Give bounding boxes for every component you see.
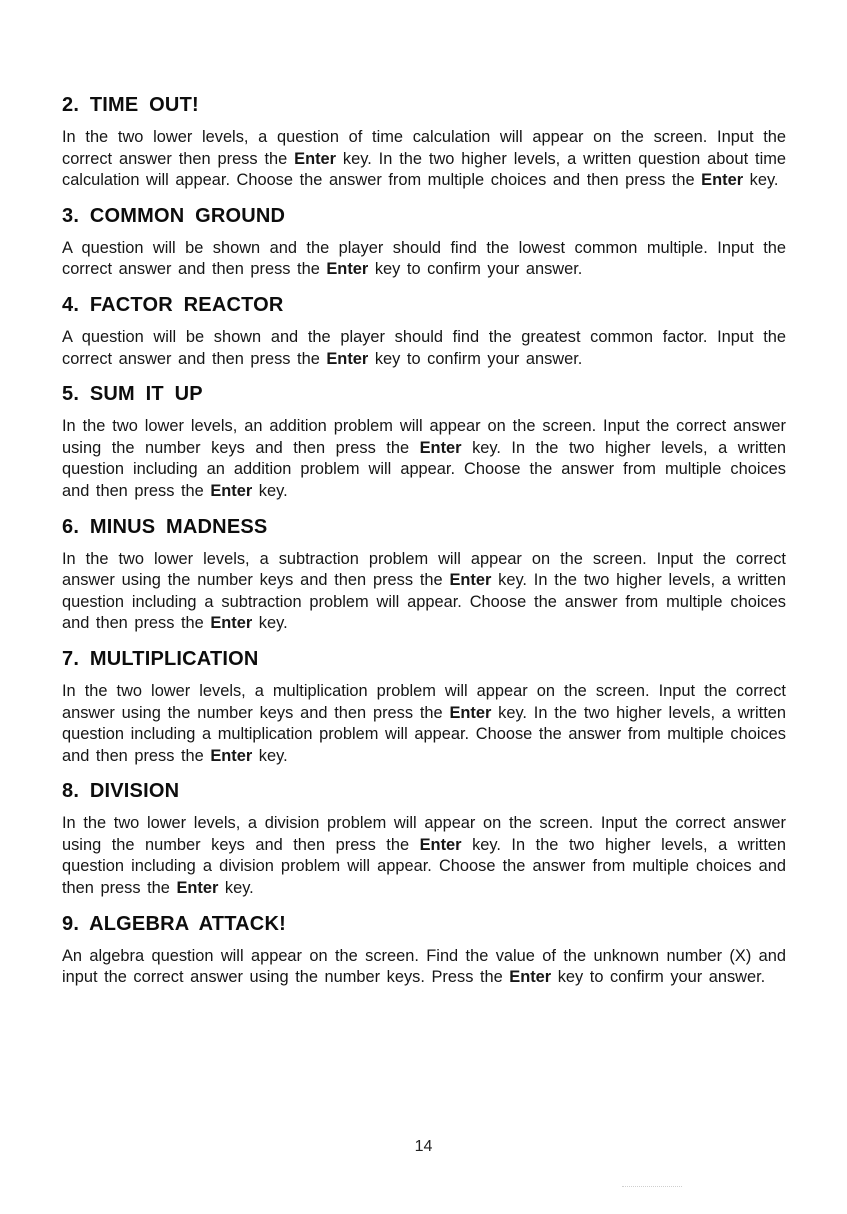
section-heading: 4. FACTOR REACTOR xyxy=(62,293,284,316)
section-paragraph: A question will be shown and the player should find the lowest common multiple. Input the correct answer and then press the Enter key to confirm your answer. xyxy=(62,238,786,279)
section-heading: 7. MULTIPLICATION xyxy=(62,647,259,670)
enter-key-label: Enter xyxy=(701,171,744,190)
section-sum-it-up xyxy=(62,381,786,502)
section-heading: 2. TIME OUT! xyxy=(62,94,199,116)
section-paragraph: A question will be shown and the player should find the greatest common factor. Input the correct answer and then press the Enter key to confirm your answer. xyxy=(62,327,786,368)
scan-artifact xyxy=(622,1186,682,1189)
section-heading: 6. MINUS MADNESS xyxy=(62,515,268,538)
enter-key-label: Enter xyxy=(176,879,219,898)
section-common-ground xyxy=(62,203,786,281)
section-paragraph: In the two lower levels, a multiplication problem will appear on the screen. Input the correct answer using the number keys and then press the Enter key. In the two higher levels, a written question including a multiplication problem will appear. Choose the answer from multiple choices and then press the Enter key. xyxy=(62,681,786,765)
enter-key-label: Enter xyxy=(449,571,492,590)
enter-key-label: Enter xyxy=(509,968,552,987)
section-minus-madness xyxy=(62,514,786,635)
enter-key-label: Enter xyxy=(326,349,369,368)
section-heading: 5. SUM IT UP xyxy=(62,383,203,406)
section-heading: 3. COMMON GROUND xyxy=(62,204,286,227)
section-heading: 9. ALGEBRA ATTACK! xyxy=(62,912,286,935)
section-algebra-attack xyxy=(62,911,786,989)
enter-key-label: Enter xyxy=(449,703,492,722)
page-number: 14 xyxy=(414,1138,433,1155)
section-paragraph: In the two lower levels, a question of time calculation will appear on the screen. Input the correct answer then press the Enter key. In the two higher levels, a written question about time calculation will appear. Choose the answer from multiple choices and then press the Enter key. xyxy=(62,128,786,190)
section-factor-reactor xyxy=(62,292,786,370)
section-division xyxy=(62,778,786,899)
enter-key-label: Enter xyxy=(294,149,337,168)
section-heading: 8. DIVISION xyxy=(62,780,180,803)
section-time-out xyxy=(62,92,786,192)
enter-key-label: Enter xyxy=(419,438,462,457)
manual-page xyxy=(62,92,786,1000)
section-multiplication xyxy=(62,646,786,767)
enter-key-label: Enter xyxy=(210,614,253,633)
enter-key-label: Enter xyxy=(210,746,253,765)
enter-key-label: Enter xyxy=(419,835,462,854)
section-paragraph: In the two lower levels, a subtraction problem will appear on the screen. Input the correct answer using the number keys and then press the Enter key. In the two higher levels, a written question including a subtraction problem will appear. Choose the answer from multiple choices and then press the Enter key. xyxy=(62,549,786,633)
section-paragraph: In the two lower levels, a division problem will appear on the screen. Input the correct answer using the number keys and then press the Enter key. In the two higher levels, a written question including a division problem will appear. Choose the answer from multiple choices and then press the Enter key. xyxy=(62,814,786,898)
section-paragraph: In the two lower levels, an addition problem will appear on the screen. Input the correct answer using the number keys and then press the Enter key. In the two higher levels, a written question including an addition problem will appear. Choose the answer from multiple choices and then press the Enter key. xyxy=(62,417,786,500)
enter-key-label: Enter xyxy=(326,260,369,279)
enter-key-label: Enter xyxy=(210,481,253,500)
section-paragraph: An algebra question will appear on the screen. Find the value of the unknown number (X) and input the correct answer using the number keys. Press the Enter key to confirm your answer. xyxy=(62,946,786,987)
